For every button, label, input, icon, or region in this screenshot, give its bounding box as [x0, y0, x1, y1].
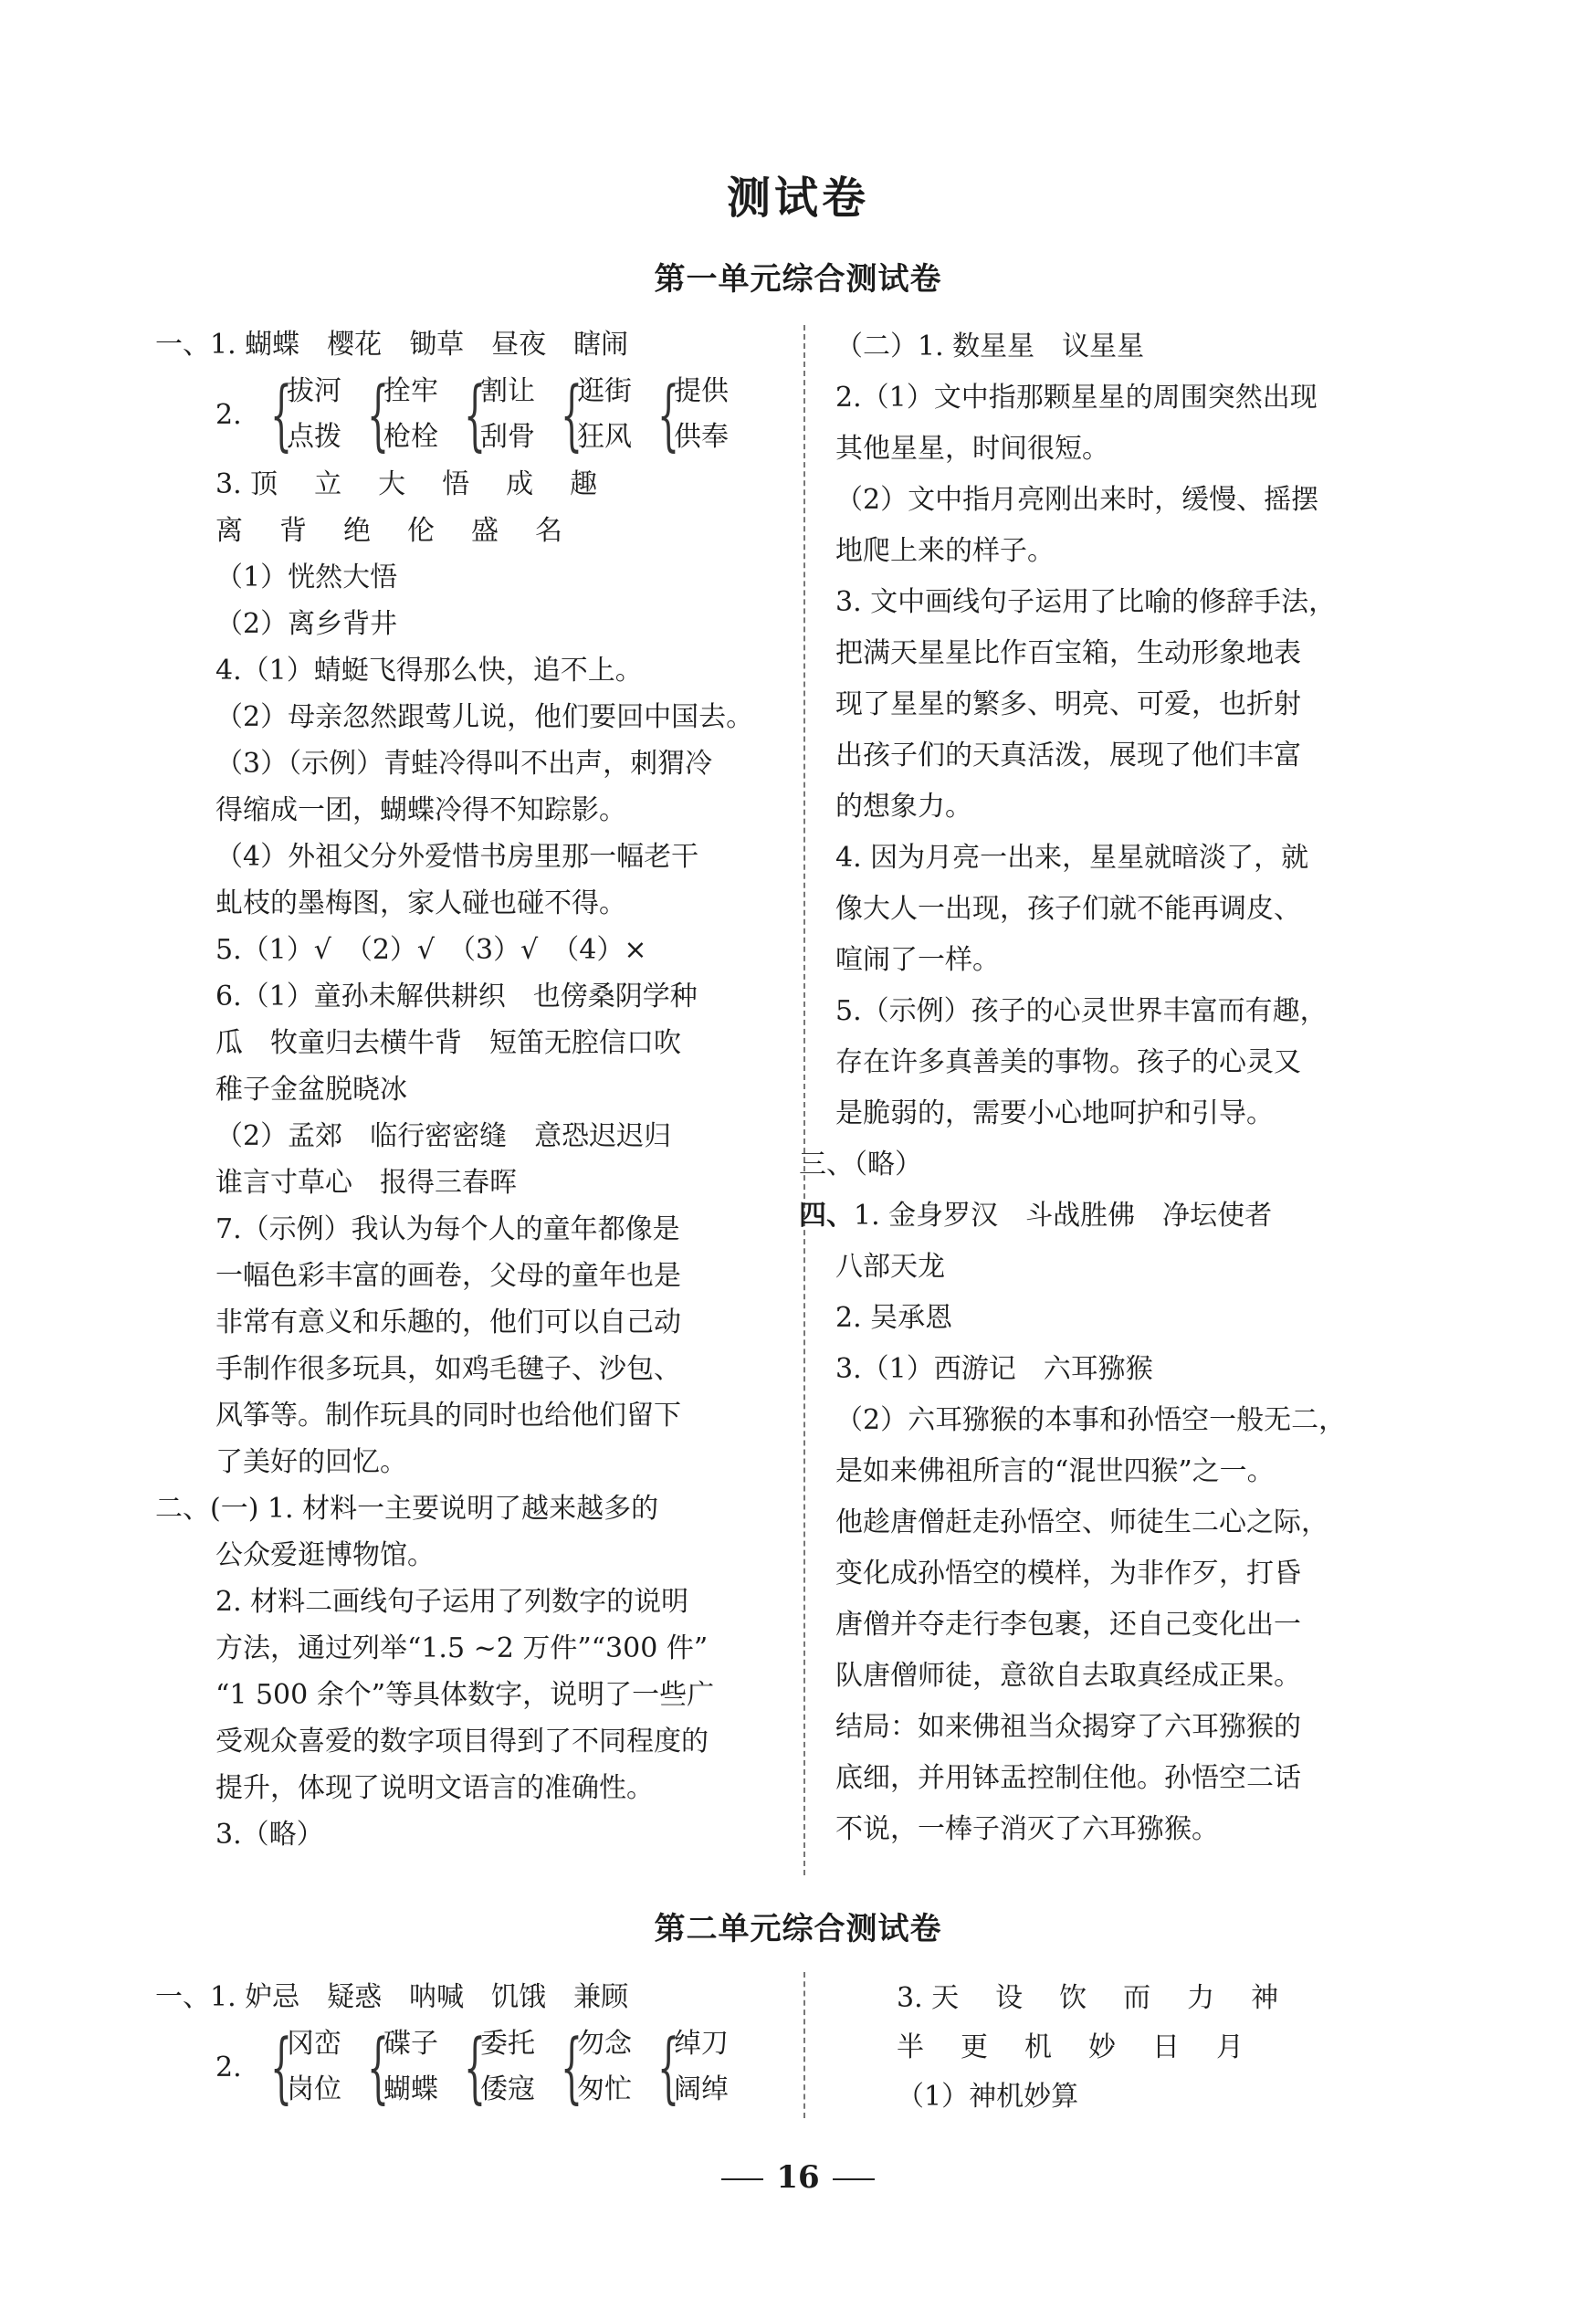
- page-footer: [0, 2159, 1596, 2196]
- answer-line: （2）六耳猕猴的本事和孙悟空一般无二，: [835, 1404, 1347, 1436]
- word-pair: [265, 2021, 341, 2113]
- word-pair: [265, 369, 341, 460]
- answer-line: 是脆弱的，需要小心地呵护和引导。: [835, 1097, 1274, 1129]
- section-marker: 四、: [799, 1200, 854, 1232]
- grid-char: 大: [378, 468, 406, 500]
- word-pair: [555, 369, 632, 460]
- grid-char: 妙: [1088, 2031, 1116, 2063]
- pair-word: 匆忙: [577, 2073, 632, 2105]
- word-pair: [362, 369, 438, 460]
- answer-line: （2）离乡背井: [215, 608, 398, 640]
- answer-line: 提升，体现了说明文语言的准确性。: [215, 1772, 654, 1804]
- answer-line: 4.（1）蜻蜓飞得那么快，追不上。: [215, 655, 643, 687]
- pair-word: 岗位: [287, 2073, 341, 2105]
- grid-char: 盛: [471, 515, 499, 547]
- pair-word: 刮骨: [480, 421, 535, 453]
- answer-line: 地爬上来的样子。: [835, 535, 1055, 567]
- pair-word: 阔绰: [674, 2073, 729, 2105]
- grid-char: 更: [961, 2031, 988, 2063]
- answer-line: 5.（1）√ （2）√ （3）√ （4）×: [215, 934, 647, 966]
- answer-line: 了美好的回忆。: [215, 1446, 407, 1478]
- answer-line: （二）1. 数星星 议星星: [835, 331, 1145, 362]
- answer-line: （2）文中指月亮刚出来时，缓慢、摇摆: [835, 484, 1319, 516]
- unit2-title: 第二单元综合测试卷: [654, 1911, 942, 1947]
- pair-word: 逛街: [577, 375, 632, 407]
- brace-icon: {: [464, 370, 487, 459]
- pair-word: 点拨: [287, 421, 341, 453]
- answer-line: 瓜 牧童归去横牛背 短笛无腔信口吹: [215, 1027, 681, 1059]
- grid-char: 机: [1024, 2031, 1052, 2063]
- grid-char: 伦: [407, 515, 435, 547]
- word-pairs-q2: [215, 2020, 785, 2114]
- pair-word: 委托: [480, 2028, 535, 2060]
- brace-icon: {: [270, 370, 293, 459]
- grid-char: 离: [215, 515, 243, 547]
- answer-line: 谁言寸草心 报得三春晖: [215, 1167, 517, 1199]
- grid-char: 神: [1251, 1982, 1279, 2014]
- grid-char: 日: [1152, 2031, 1180, 2063]
- answer-line: 唐僧并夺走行李包裹，还自己变化出一: [835, 1609, 1301, 1641]
- word-pair: [652, 2021, 729, 2113]
- pair-word: 冈峦: [287, 2028, 341, 2060]
- answer-line: 方法，通过列举“1.5 ~2 万件”“300 件”: [215, 1632, 709, 1664]
- word-pair: [458, 2021, 535, 2113]
- pair-word: 割让: [480, 375, 535, 407]
- answer-line: 4. 因为月亮一出来，星星就暗淡了，就: [835, 842, 1309, 874]
- grid-char: 趣: [570, 468, 598, 500]
- footer-dash-left: [721, 2178, 763, 2180]
- answer-line: 一、1. 蝴蝶 樱花 锄草 昼夜 瞎闹: [155, 329, 629, 361]
- unit1-left-column: [155, 321, 785, 1858]
- answer-line: 一、1. 妒忌 疑惑 呐喊 饥饿 兼顾: [155, 1981, 629, 2013]
- question-number: 2.: [215, 398, 242, 431]
- answer-line: 2. 吴承恩: [835, 1302, 953, 1334]
- brace-icon: {: [657, 370, 680, 459]
- char-grid-row: [897, 1974, 1481, 2023]
- answer-line: 非常有意义和乐趣的，他们可以自己动: [215, 1306, 681, 1338]
- answer-line: 5.（示例）孩子的心灵世界丰富而有趣，: [835, 995, 1328, 1027]
- word-pairs-q2: [215, 368, 785, 461]
- answer-line: 像大人一出现，孩子们就不能再调皮、: [835, 893, 1301, 925]
- grid-char: 饮: [1059, 1982, 1087, 2014]
- answer-line: 3.（1）西游记 六耳猕猴: [835, 1353, 1153, 1385]
- answer-line: （4）外祖父分外爱惜书房里那一幅老干: [215, 841, 699, 873]
- pair-word: 供奉: [674, 421, 729, 453]
- char-grid-row: [155, 508, 785, 554]
- pair-word: 拴牢: [383, 375, 438, 407]
- answer-line: 结局：如来佛祖当众揭穿了六耳猕猴的: [835, 1711, 1301, 1743]
- grid-char: 悟: [442, 468, 470, 500]
- answer-line: 是如来佛祖所言的“混世四猴”之一。: [835, 1455, 1275, 1487]
- answer-line: 队唐僧师徒，意欲自去取真经成正果。: [835, 1660, 1301, 1692]
- page-number: 16: [776, 2159, 820, 2196]
- unit1-title: 第一单元综合测试卷: [654, 261, 942, 298]
- answer-line: 三、（略）: [799, 1149, 922, 1180]
- answer-line: 二、(一) 1. 材料一主要说明了越来越多的: [155, 1493, 659, 1525]
- answer-line: 出孩子们的天真活泼，展现了他们丰富: [835, 740, 1301, 771]
- answer-line: 不说，一棒子消灭了六耳猕猴。: [835, 1813, 1219, 1845]
- answer-line: 3. 文中画线句子运用了比喻的修辞手法，: [835, 586, 1337, 618]
- pair-word: 蝴蝶: [383, 2073, 438, 2105]
- word-pair: [362, 2021, 438, 2113]
- pair-word: 倭寇: [480, 2073, 535, 2105]
- grid-char: 月: [1216, 2031, 1244, 2063]
- grid-char: 成: [506, 468, 534, 500]
- brace-icon: {: [367, 2022, 390, 2112]
- unit2-left-column: [155, 1974, 785, 2114]
- answer-line: 他趁唐僧赶走孙悟空、师徒生二心之际，: [835, 1506, 1328, 1538]
- grid-char: 而: [1123, 1982, 1151, 2014]
- page-title: 测试卷: [726, 173, 869, 224]
- footer-dash-right: [833, 2178, 875, 2180]
- pair-word: 狂风: [577, 421, 632, 453]
- answer-line: （1）恍然大悟: [215, 561, 398, 593]
- grid-char: 背: [279, 515, 307, 547]
- answer-line: （2）孟郊 临行密密缝 意恐迟迟归: [215, 1120, 672, 1152]
- answer-text: 1. 金身罗汉 斗战胜佛 净坛使者: [854, 1200, 1273, 1232]
- grid-char: 立: [314, 468, 342, 500]
- brace-icon: {: [657, 2022, 680, 2112]
- answer-line: [799, 1191, 1465, 1242]
- grid-char: 名: [535, 515, 562, 547]
- char-grid-row: [897, 2023, 1481, 2072]
- answer-line: 虬枝的墨梅图，家人碰也碰不得。: [215, 887, 626, 919]
- word-pair: [652, 369, 729, 460]
- unit2-right-column: [897, 1974, 1481, 2122]
- answer-line: 现了星星的繁多、明亮、可爱，也折射: [835, 688, 1301, 720]
- answer-line: 6.（1）童孙未解供耕织 也傍桑阴学种: [215, 981, 698, 1013]
- pair-word: 枪栓: [383, 421, 438, 453]
- answer-line: 稚子金盆脱晓冰: [215, 1074, 407, 1106]
- column-divider: [803, 325, 805, 1875]
- pair-word: 绰刀: [674, 2028, 729, 2060]
- word-pair: [458, 369, 535, 460]
- answer-line: （1）神机妙算: [897, 2081, 1079, 2113]
- answer-line: （2）母亲忽然跟莺儿说，他们要回中国去。: [215, 701, 754, 733]
- answer-line: 2. 材料二画线句子运用了列数字的说明: [215, 1586, 689, 1618]
- answer-line: 7.（示例）我认为每个人的童年都像是: [215, 1213, 680, 1245]
- grid-char: 3. 天: [897, 1982, 960, 2014]
- column-divider: [803, 1972, 805, 2118]
- answer-line: 存在许多真善美的事物。孩子的心灵又: [835, 1046, 1301, 1078]
- answer-line: 变化成孙悟空的模样，为非作歹，打昏: [835, 1558, 1301, 1590]
- answer-line: 一幅色彩丰富的画卷，父母的童年也是: [215, 1260, 681, 1292]
- answer-line: 3.（略）: [215, 1819, 324, 1851]
- answer-line: 八部天龙: [835, 1251, 945, 1283]
- pair-word: 拔河: [287, 375, 341, 407]
- grid-char: 力: [1187, 1982, 1215, 2014]
- grid-char: 3. 顶: [215, 468, 278, 500]
- answer-line: 其他星星，时间很短。: [835, 433, 1109, 465]
- answer-line: 受观众喜爱的数字项目得到了不同程度的: [215, 1726, 709, 1758]
- answer-line: 手制作很多玩具，如鸡毛毽子、沙包、: [215, 1353, 681, 1385]
- answer-line: 得缩成一团，蝴蝶冷得不知踪影。: [215, 794, 626, 826]
- answer-line: 2.（1）文中指那颗星星的周围突然出现: [835, 382, 1318, 414]
- brace-icon: {: [270, 2022, 293, 2112]
- grid-char: 绝: [343, 515, 371, 547]
- grid-char: 设: [995, 1982, 1024, 2014]
- pair-word: 提供: [674, 375, 729, 407]
- answer-line: 公众爱逛博物馆。: [215, 1539, 435, 1571]
- unit1-right-column: [799, 321, 1465, 1855]
- pair-word: 勿念: [577, 2028, 632, 2060]
- brace-icon: {: [561, 2022, 583, 2112]
- answer-line: 的想象力。: [835, 791, 972, 823]
- answer-line: 风筝等。制作玩具的同时也给他们留下: [215, 1400, 681, 1432]
- answer-line: （3）（示例）青蛙冷得叫不出声，刺猬冷: [215, 748, 713, 780]
- answer-line: 底细，并用钵盂控制住他。孙悟空二话: [835, 1762, 1301, 1794]
- char-grid-row: [155, 461, 785, 508]
- answer-line: “1 500 余个”等具体数字，说明了一些广: [215, 1679, 715, 1711]
- answer-line: 喧闹了一样。: [835, 944, 1000, 976]
- brace-icon: {: [367, 370, 390, 459]
- brace-icon: {: [464, 2022, 487, 2112]
- question-number: 2.: [215, 2051, 242, 2083]
- brace-icon: {: [561, 370, 583, 459]
- pair-word: 碟子: [383, 2028, 438, 2060]
- word-pair: [555, 2021, 632, 2113]
- answer-line: 把满天星星比作百宝箱，生动形象地表: [835, 637, 1301, 669]
- grid-char: 半: [897, 2031, 924, 2063]
